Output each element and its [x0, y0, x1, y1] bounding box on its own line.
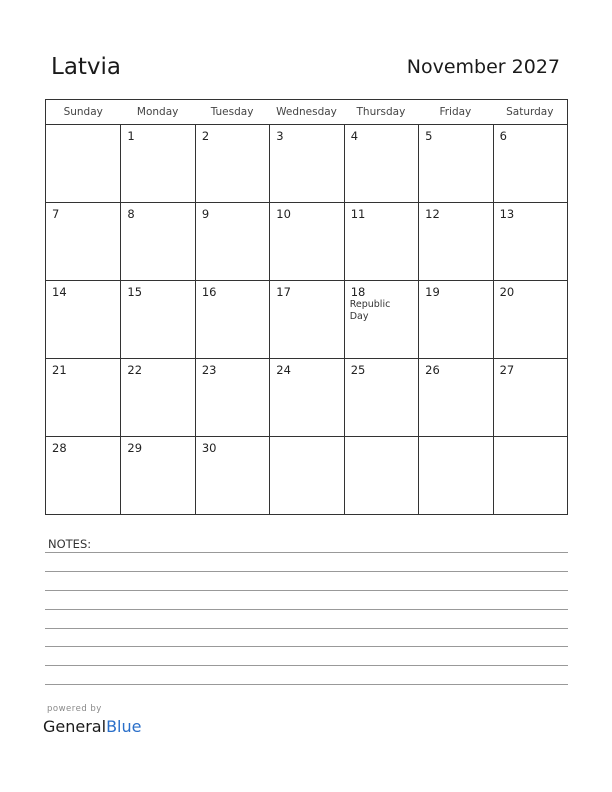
day-number: 4: [350, 129, 359, 143]
day-number: 27: [499, 363, 515, 377]
day-number: 6: [499, 129, 507, 143]
day-number: 12: [425, 207, 440, 221]
day-cell: [344, 125, 418, 202]
day-cell: [46, 125, 120, 202]
weekday-sunday: Sunday: [63, 106, 103, 118]
day-cell: [46, 203, 120, 280]
holiday-label: Republic Day: [349, 299, 391, 322]
day-number: 8: [127, 207, 135, 221]
note-line: [45, 590, 568, 591]
week-row: [46, 203, 567, 281]
note-line: [45, 571, 568, 572]
day-number: 19: [425, 285, 440, 299]
week-row: [46, 437, 567, 514]
day-number: 18: [350, 285, 366, 299]
day-number: 21: [52, 363, 67, 377]
week-row: [46, 125, 567, 203]
day-cell: [120, 281, 194, 358]
day-cell: [46, 437, 120, 514]
day-number: 2: [201, 129, 210, 143]
day-cell: [418, 281, 492, 358]
day-number: 1: [127, 129, 135, 143]
day-cell: [195, 437, 269, 514]
weekday-wednesday: Wednesday: [276, 106, 337, 118]
calendar-grid: [45, 99, 568, 515]
weekday-monday: Monday: [136, 106, 179, 118]
brand-blue: Blue: [106, 717, 142, 736]
brand-general: General: [43, 717, 107, 736]
day-cell: [344, 281, 418, 358]
day-number: 11: [350, 207, 366, 221]
day-number: 15: [127, 285, 143, 299]
note-line: [45, 646, 568, 647]
day-cell: [418, 359, 492, 436]
day-cell: [269, 281, 343, 358]
day-cell: [269, 437, 343, 514]
day-number: 14: [52, 285, 67, 299]
note-line: [45, 552, 568, 553]
day-cell: [269, 359, 343, 436]
day-number: 24: [276, 363, 291, 377]
day-number: 22: [127, 363, 143, 377]
day-number: 25: [350, 363, 366, 377]
weekday-thursday: Thursday: [356, 106, 406, 118]
month-year-title: November 2027: [406, 56, 560, 78]
day-cell: [120, 203, 194, 280]
day-number: 28: [52, 441, 67, 455]
day-cell: [344, 203, 418, 280]
day-number: 5: [425, 129, 433, 143]
weekday-header-row: [46, 100, 567, 125]
day-cell: [418, 437, 492, 514]
day-number: 10: [276, 207, 291, 221]
notes-label: NOTES:: [48, 537, 92, 551]
powered-by-text: powered by: [47, 704, 102, 714]
day-cell: [195, 203, 269, 280]
day-cell: [418, 203, 492, 280]
day-number: 3: [276, 129, 284, 143]
week-row: [46, 359, 567, 437]
day-number: 13: [499, 207, 515, 221]
day-cell: [493, 437, 567, 514]
day-cell: [269, 203, 343, 280]
note-line: [45, 684, 568, 685]
day-cell: [493, 203, 567, 280]
day-number: 29: [127, 441, 143, 455]
note-line: [45, 628, 568, 629]
day-cell: [493, 281, 567, 358]
note-line: [45, 665, 568, 666]
day-cell: [344, 437, 418, 514]
day-number: 7: [52, 207, 60, 221]
day-cell: [493, 125, 567, 202]
day-cell: [46, 359, 120, 436]
day-cell: [195, 125, 269, 202]
day-number: 9: [201, 207, 210, 221]
day-number: 17: [276, 285, 291, 299]
weekday-saturday: Saturday: [506, 106, 554, 118]
day-cell: [493, 359, 567, 436]
day-number: 26: [425, 363, 440, 377]
day-number: 30: [201, 441, 217, 455]
country-title: Latvia: [51, 54, 122, 80]
weekday-friday: Friday: [439, 106, 472, 118]
day-cell: [344, 359, 418, 436]
generalblue-logo: [43, 717, 141, 736]
day-cell: [195, 281, 269, 358]
day-cell: [195, 359, 269, 436]
day-cell: [120, 125, 194, 202]
day-number: 20: [499, 285, 515, 299]
note-line: [45, 609, 568, 610]
day-cell: [120, 437, 194, 514]
weekday-tuesday: Tuesday: [210, 106, 254, 118]
week-row: [46, 281, 567, 359]
day-cell: [46, 281, 120, 358]
day-cell: [120, 359, 194, 436]
day-cell: [418, 125, 492, 202]
day-cell: [269, 125, 343, 202]
day-number: 23: [201, 363, 217, 377]
day-number: 16: [201, 285, 217, 299]
